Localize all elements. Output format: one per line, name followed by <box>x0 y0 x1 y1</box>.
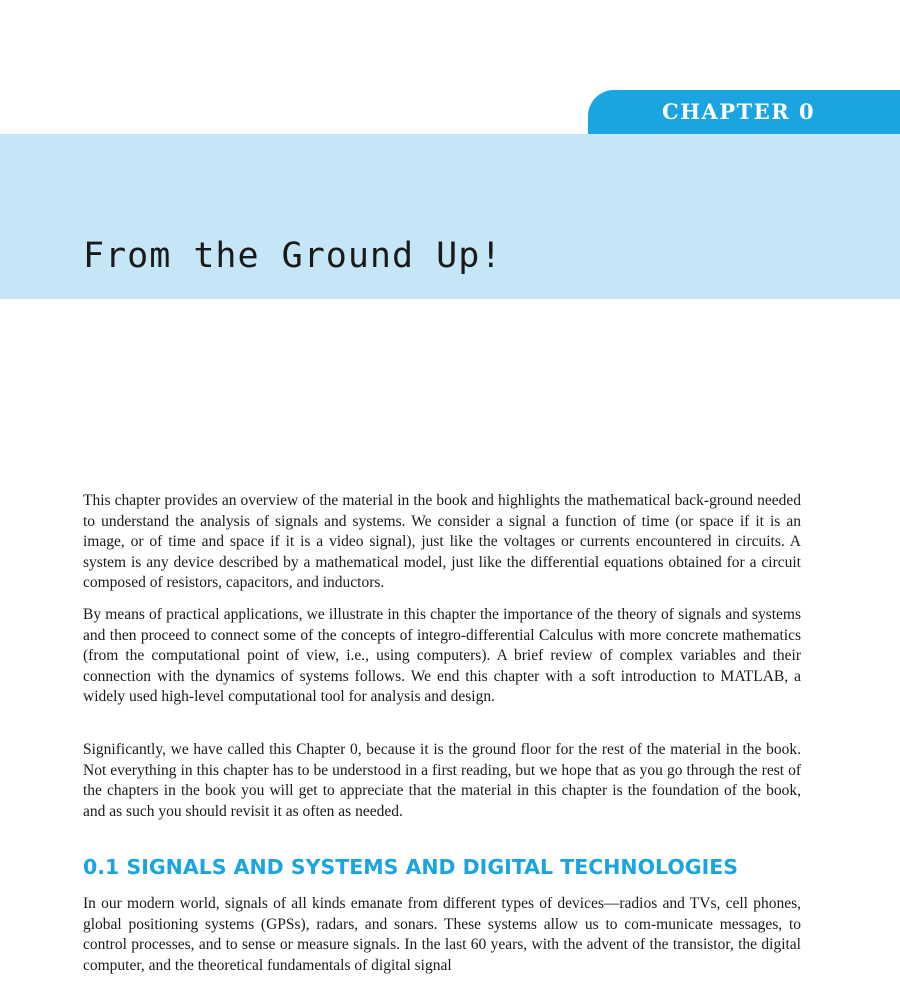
intro-paragraph-2: By means of practical applications, we illustrate in this chapter the importance of the theory of signals and systems and then proceed to connect some of the concepts of integro-differential Calculus with more concrete mathematics (from the computational point of view, i.e., using computers). A brief review of complex variables and their connection with the dynamics of systems follows. We end this chapter with a soft introduction to MATLAB, a widely used high-level computational tool for analysis and design. <box>83 606 801 705</box>
intro-paragraph-3: Significantly, we have called this Chapter 0, because it is the ground floor for the rest of the material in the book. Not everything in this chapter has to be understood in a first reading, but we hope that as you go through the rest of the chapters in the book you will get to appreciate that the material in this chapter is the foundation of the book, and as such you should revisit it as often as needed. <box>83 741 801 820</box>
chapter-label: CHAPTER 0 <box>588 90 900 134</box>
section-heading: 0.1 SIGNALS AND SYSTEMS AND DIGITAL TECHNOLOGIES <box>83 855 738 879</box>
section-paragraph: In our modern world, signals of all kinds emanate from different types of devices—radios and TVs, cell phones, global positioning systems (GPSs), radars, and sonars. These systems allow us to com-municate messages, to control processes, and to sense or measure signals. In the last 60 years, with the advent of the transistor, the digital computer, and the theoretical fundamentals of digital signal <box>83 895 801 974</box>
chapter-title: From the Ground Up! <box>83 236 503 276</box>
intro-paragraph-1: This chapter provides an overview of the material in the book and highlights the mathematical back-ground needed to understand the analysis of signals and systems. We consider a signal a function of time (or space if it is an image, or of time and space if it is a video signal), just like the voltages or currents encountered in circuits. A system is any device described by a mathematical model, just like the differential equations obtained for a circuit composed of resistors, capacitors, and inductors. <box>83 492 801 591</box>
